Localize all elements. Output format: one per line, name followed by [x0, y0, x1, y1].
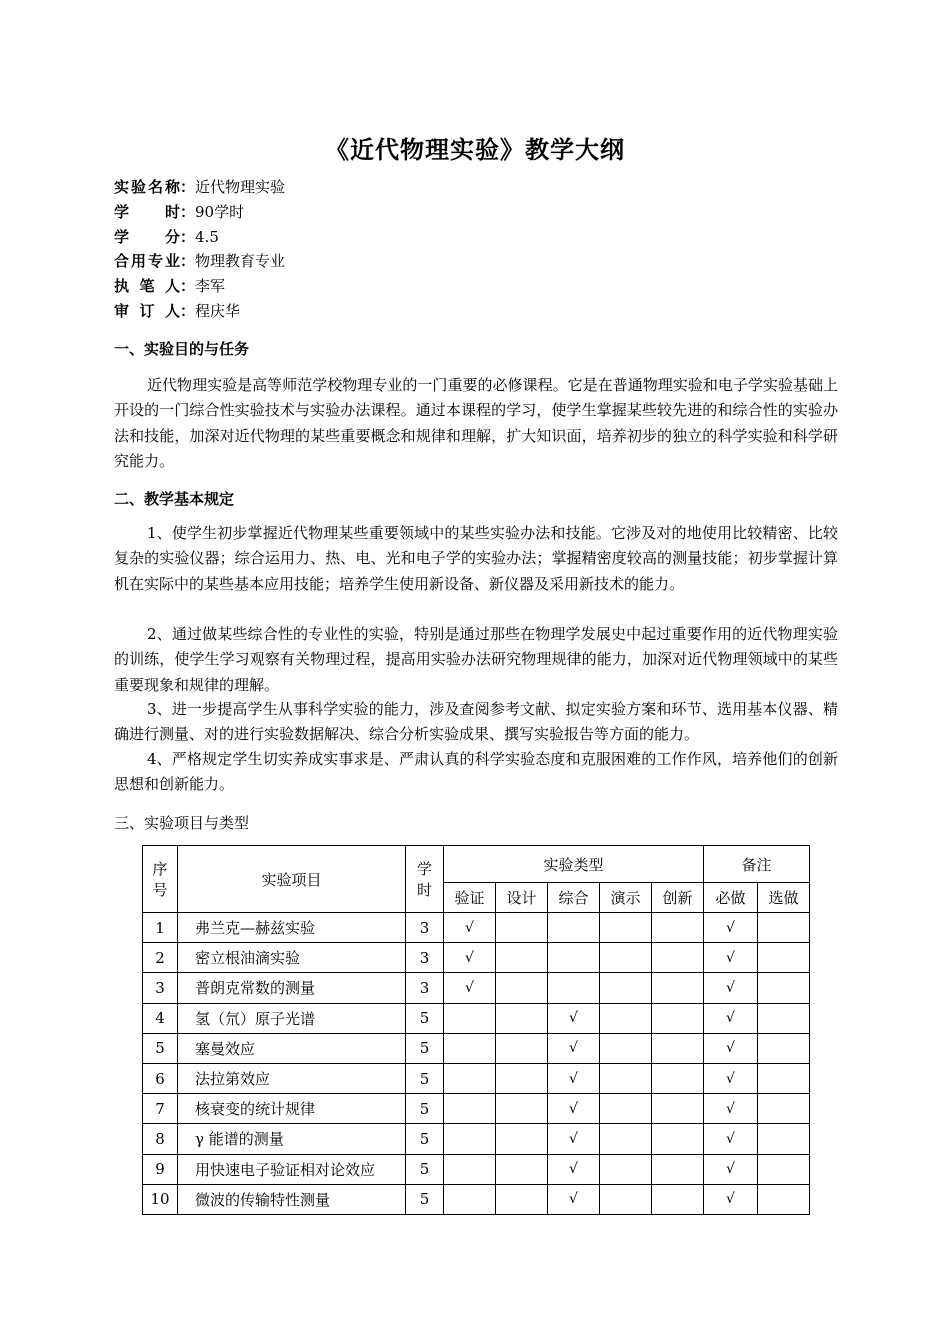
table-row — [143, 1154, 810, 1184]
row-project-name: 氢（氘）原子光谱 — [178, 1003, 406, 1033]
type-cell — [548, 913, 600, 943]
table-row — [143, 1184, 810, 1214]
requirement-paragraph-3: 3、进一步提高学生从事科学实验的能力，涉及查阅参考文献、拟定实验方案和环节、选用基本仪器、精确进行测量、对的进行实验数据解决、综合分析实验成果、撰写实验报告等方面的能力。 — [114, 700, 838, 744]
table-row — [143, 943, 810, 973]
header-remark-optional: 选做 — [758, 883, 810, 913]
header-type-design: 设计 — [496, 883, 548, 913]
type-cell — [496, 1124, 548, 1154]
meta-row-reviewer: 审订人：程庆华 — [114, 299, 285, 324]
meta-value: 程庆华 — [195, 301, 241, 320]
type-cell — [444, 1063, 496, 1093]
meta-label: 审订人 — [114, 301, 180, 320]
row-hours: 3 — [406, 913, 444, 943]
type-cell — [652, 973, 704, 1003]
header-type-innovation: 创新 — [652, 883, 704, 913]
experiment-table — [142, 845, 810, 1215]
row-seq: 2 — [143, 943, 178, 973]
meta-value: 物理教育专业 — [195, 252, 286, 271]
check-mark: √ — [704, 1124, 758, 1154]
meta-value: 4.5 — [195, 227, 219, 246]
type-cell — [652, 1063, 704, 1093]
header-hours: 学时 — [406, 846, 444, 913]
header-type-comprehensive: 综合 — [548, 883, 600, 913]
type-cell — [600, 1184, 652, 1214]
check-mark: √ — [444, 913, 496, 943]
type-cell — [496, 1094, 548, 1124]
meta-label: 合用专业 — [114, 252, 180, 271]
meta-value: 近代物理实验 — [195, 178, 286, 196]
check-mark: √ — [444, 943, 496, 973]
check-mark: √ — [704, 943, 758, 973]
type-cell — [496, 973, 548, 1003]
check-mark: √ — [704, 913, 758, 943]
type-cell — [652, 1154, 704, 1184]
type-cell — [444, 1124, 496, 1154]
type-cell — [652, 1003, 704, 1033]
header-remark-required: 必做 — [704, 883, 758, 913]
type-cell — [600, 1094, 652, 1124]
row-hours: 5 — [406, 1094, 444, 1124]
table-row — [143, 973, 810, 1003]
remark-cell — [758, 1124, 810, 1154]
row-seq: 3 — [143, 973, 178, 1003]
check-mark: √ — [704, 1033, 758, 1063]
remark-cell — [758, 1184, 810, 1214]
row-hours: 5 — [406, 1033, 444, 1063]
row-hours: 3 — [406, 973, 444, 1003]
remark-cell — [758, 1063, 810, 1093]
type-cell — [444, 1033, 496, 1063]
check-mark: √ — [548, 1124, 600, 1154]
type-cell — [496, 1184, 548, 1214]
row-project-name: 密立根油滴实验 — [178, 943, 406, 973]
row-seq: 1 — [143, 913, 178, 943]
table-row — [143, 1094, 810, 1124]
type-cell — [652, 1184, 704, 1214]
type-cell — [444, 1003, 496, 1033]
type-cell — [600, 1063, 652, 1093]
check-mark: √ — [548, 1154, 600, 1184]
row-hours: 5 — [406, 1184, 444, 1214]
type-cell — [496, 1063, 548, 1093]
type-cell — [496, 1033, 548, 1063]
header-remark-group: 备注 — [704, 846, 810, 883]
check-mark: √ — [444, 973, 496, 1003]
check-mark: √ — [548, 1063, 600, 1093]
type-cell — [652, 1124, 704, 1154]
row-project-name: 核衰变的统计规律 — [178, 1094, 406, 1124]
type-cell — [652, 1094, 704, 1124]
meta-value: 李军 — [195, 277, 226, 296]
type-cell — [496, 943, 548, 973]
type-cell — [444, 1094, 496, 1124]
experiment-table-body — [143, 913, 810, 1215]
type-cell — [444, 1154, 496, 1184]
type-cell — [600, 1124, 652, 1154]
type-cell — [600, 1033, 652, 1063]
row-project-name: 弗兰克—赫兹实验 — [178, 913, 406, 943]
row-seq: 4 — [143, 1003, 178, 1033]
section-heading-projects: 三、实验项目与类型 — [114, 814, 250, 832]
table-row — [143, 1063, 810, 1093]
remark-cell — [758, 1094, 810, 1124]
type-cell — [652, 1033, 704, 1063]
row-seq: 8 — [143, 1124, 178, 1154]
table-row — [143, 1124, 810, 1154]
check-mark: √ — [548, 1033, 600, 1063]
remark-cell — [758, 1003, 810, 1033]
type-cell — [548, 973, 600, 1003]
document-title: 《近代物理实验》教学大纲 — [325, 136, 625, 164]
header-type-group: 实验类型 — [444, 846, 704, 883]
meta-row-credits: 学分：4.5 — [114, 225, 285, 250]
type-cell — [600, 913, 652, 943]
table-row — [143, 1003, 810, 1033]
remark-cell — [758, 1154, 810, 1184]
type-cell — [496, 1154, 548, 1184]
meta-label: 学分 — [114, 227, 180, 246]
requirement-paragraph-2: 2、通过做某些综合性的专业性的实验，特别是通过那些在物理学发展史中起过重要作用的近代物理实验的训练，使学生学习观察有关物理过程，提高用实验办法研究物理规律的能力，加深对近代物理领域中的某些重要现象和规律的理解。 — [114, 625, 838, 694]
table-row — [143, 913, 810, 943]
section-heading-objectives: 一、实验目的与任务 — [114, 340, 250, 358]
header-type-demo: 演示 — [600, 883, 652, 913]
row-seq: 7 — [143, 1094, 178, 1124]
meta-label: 执笔人 — [114, 277, 180, 296]
type-cell — [652, 913, 704, 943]
course-meta — [114, 175, 285, 324]
row-hours: 3 — [406, 943, 444, 973]
row-hours: 5 — [406, 1154, 444, 1184]
check-mark: √ — [704, 1154, 758, 1184]
check-mark: √ — [548, 1003, 600, 1033]
type-cell — [496, 1003, 548, 1033]
section-paragraph: 近代物理实验是高等师范学校物理专业的一门重要的必修课程。它是在普通物理实验和电子学实验基础上开设的一门综合性实验技术与实验办法课程。通过本课程的学习，使学生掌握某些较先进的和综合性的实验办法和技能，加深对近代物理的某些重要概念和规律和理解，扩大知识面，培养初步的独立的科学实验和科学研究能力。 — [114, 376, 838, 470]
row-seq: 6 — [143, 1063, 178, 1093]
row-project-name: γ 能谱的测量 — [178, 1124, 406, 1154]
check-mark: √ — [704, 1063, 758, 1093]
row-hours: 5 — [406, 1124, 444, 1154]
section-heading-requirements: 二、教学基本规定 — [114, 490, 235, 508]
type-cell — [652, 943, 704, 973]
check-mark: √ — [548, 1094, 600, 1124]
remark-cell — [758, 1033, 810, 1063]
check-mark: √ — [704, 973, 758, 1003]
row-hours: 5 — [406, 1003, 444, 1033]
requirement-paragraph-4: 4、严格规定学生切实养成实事求是、严肃认真的科学实验态度和克服困难的工作作风，培养他们的创新思想和创新能力。 — [114, 750, 838, 794]
row-hours: 5 — [406, 1063, 444, 1093]
type-cell — [548, 943, 600, 973]
meta-row-author: 执笔人：李军 — [114, 274, 285, 299]
table-row — [143, 1033, 810, 1063]
row-project-name: 法拉第效应 — [178, 1063, 406, 1093]
row-seq: 5 — [143, 1033, 178, 1063]
check-mark: √ — [704, 1003, 758, 1033]
meta-row-hours: 学时：90学时 — [114, 200, 285, 225]
remark-cell — [758, 973, 810, 1003]
type-cell — [600, 1154, 652, 1184]
check-mark: √ — [548, 1184, 600, 1214]
meta-value: 90学时 — [195, 202, 245, 221]
header-type-verify: 验证 — [444, 883, 496, 913]
row-project-name: 用快速电子验证相对论效应 — [178, 1154, 406, 1184]
meta-label: 实验名称 — [114, 178, 180, 196]
type-cell — [600, 1003, 652, 1033]
check-mark: √ — [704, 1184, 758, 1214]
type-cell — [600, 973, 652, 1003]
type-cell — [496, 913, 548, 943]
row-project-name: 塞曼效应 — [178, 1033, 406, 1063]
header-project: 实验项目 — [178, 846, 406, 913]
row-seq: 10 — [143, 1184, 178, 1214]
remark-cell — [758, 943, 810, 973]
meta-label: 学时 — [114, 202, 180, 221]
row-project-name: 微波的传输特性测量 — [178, 1184, 406, 1214]
type-cell — [600, 943, 652, 973]
row-project-name: 普朗克常数的测量 — [178, 973, 406, 1003]
check-mark: √ — [704, 1094, 758, 1124]
header-seq: 序号 — [143, 846, 178, 913]
meta-row-major: 合用专业：物理教育专业 — [114, 249, 285, 274]
row-seq: 9 — [143, 1154, 178, 1184]
type-cell — [444, 1184, 496, 1214]
remark-cell — [758, 913, 810, 943]
meta-row-course-name: 实验名称：近代物理实验 — [114, 175, 285, 200]
requirement-paragraph-1: 1、使学生初步掌握近代物理某些重要领域中的某些实验办法和技能。它涉及对的地使用比较精密、比较复杂的实验仪器；综合运用力、热、电、光和电子学的实验办法；掌握精密度较高的测量技能；初步掌握计算机在实际中的某些基本应用技能；培养学生使用新设备、新仪器及采用新技术的能力。 — [114, 524, 838, 593]
